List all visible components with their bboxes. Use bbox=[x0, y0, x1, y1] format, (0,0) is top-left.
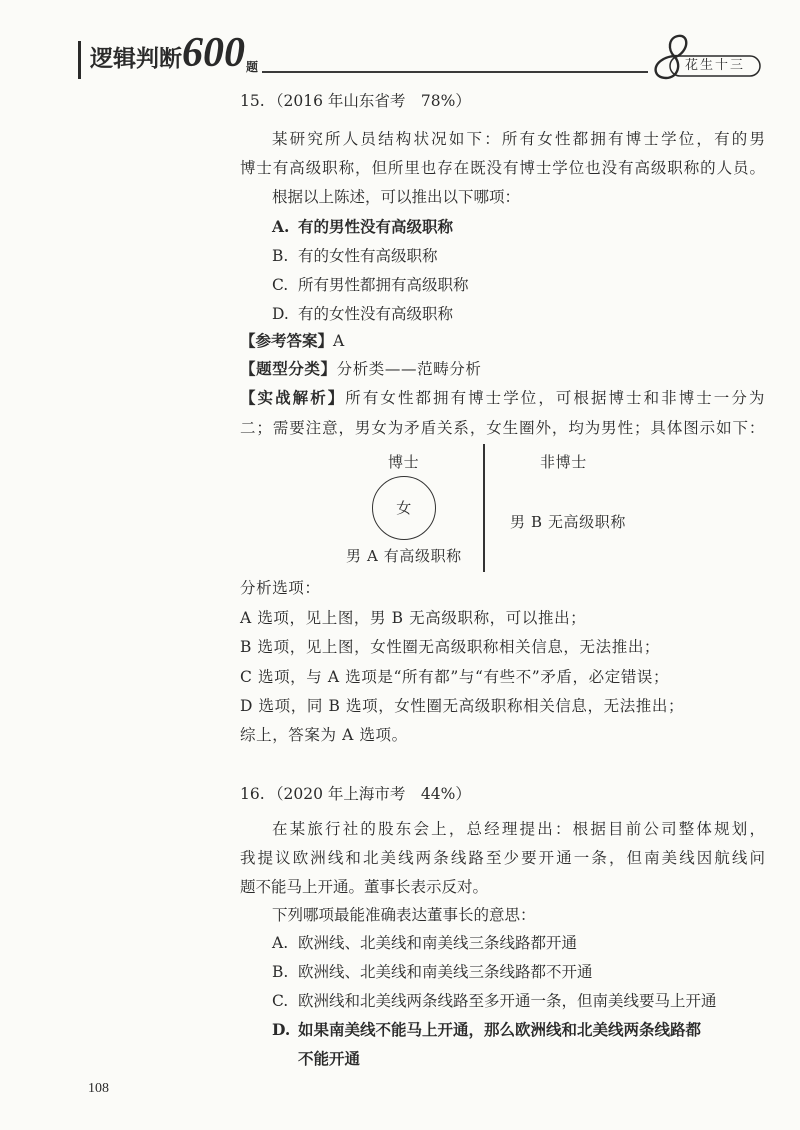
diagram-left-region-label: 博士 bbox=[388, 453, 420, 471]
q15-option-text: 有的女性有高级职称 bbox=[298, 247, 438, 265]
q15-option-text: 所有男性都拥有高级职称 bbox=[298, 276, 469, 294]
answer-value: A bbox=[333, 332, 345, 350]
q15-category-line bbox=[240, 359, 482, 379]
q16-option-text: 欧洲线、北美线和南美线三条线路都开通 bbox=[298, 934, 578, 952]
q15-stem-line: 某研究所人员结构状况如下：所有女性都拥有博士学位，有的男 bbox=[272, 130, 765, 148]
book-unit: 题 bbox=[246, 60, 259, 74]
q15-conclusion: 综上，答案为 A 选项。 bbox=[240, 726, 408, 744]
q16-option-text: 欧洲线、北美线和南美线三条线路都不开通 bbox=[298, 963, 593, 981]
q15-option-letter: B. bbox=[272, 247, 289, 265]
q15-source: （2016 年山东省考 78%） bbox=[268, 92, 471, 110]
q15-stem-line: 博士有高级职称，但所里也存在既没有博士学位也没有高级职称的人员。 bbox=[240, 159, 765, 177]
q15-option-text: 有的男性没有高级职称 bbox=[298, 217, 454, 236]
answer-label: 【参考答案】 bbox=[240, 331, 334, 350]
diagram-circle-label: 女 bbox=[396, 499, 412, 517]
q15-review-line: A 选项，见上图，男 B 无高级职称，可以推出； bbox=[240, 609, 587, 627]
page-number: 108 bbox=[88, 1081, 109, 1096]
category-value: 分析类——范畴分析 bbox=[336, 360, 482, 378]
q15-analysis-line: 二；需要注意，男女为矛盾关系，女生圈外，均为男性；具体图示如下： bbox=[240, 419, 765, 437]
book-title: 逻辑判断 bbox=[90, 46, 182, 72]
diagram-right-note: 男 B 无高级职称 bbox=[510, 513, 626, 531]
diagram-right-region-label: 非博士 bbox=[540, 453, 587, 471]
q16-option-text: 如果南美线不能马上开通，那么欧洲线和北美线两条线路都 bbox=[298, 1020, 702, 1039]
q15-option-letter: D. bbox=[272, 305, 289, 323]
q16-option-letter: D. bbox=[272, 1020, 291, 1039]
q15-number: 15. bbox=[240, 92, 265, 110]
q15-option-letter: C. bbox=[272, 276, 289, 294]
q15-option-letter: A. bbox=[272, 217, 290, 236]
q15-prompt: 根据以上陈述，可以推出以下哪项： bbox=[272, 188, 521, 206]
q15-review-heading: 分析选项： bbox=[240, 579, 321, 597]
category-label: 【题型分类】 bbox=[240, 359, 337, 378]
header-rule bbox=[262, 71, 648, 73]
analysis-text: 所有女性都拥有博士学位，可根据博士和非博士一分为 bbox=[345, 389, 765, 407]
header-left-bar bbox=[78, 41, 81, 79]
q16-source: （2020 年上海市考 44%） bbox=[268, 785, 471, 803]
q16-stem-line: 在某旅行社的股东会上，总经理提出：根据目前公司整体规划， bbox=[272, 820, 765, 838]
diagram-left-note: 男 A 有高级职称 bbox=[346, 547, 462, 565]
q15-review-line: D 选项，同 B 选项，女性圈无高级职称相关信息，无法推出； bbox=[240, 697, 685, 715]
book-count: 600 bbox=[182, 30, 245, 76]
brand-name: 花生十三 bbox=[684, 58, 745, 73]
q15-analysis-line bbox=[240, 388, 765, 408]
q16-option-letter: A. bbox=[272, 934, 289, 952]
analysis-label: 【实战解析】 bbox=[240, 388, 346, 407]
q16-prompt: 下列哪项最能准确表达董事长的意思： bbox=[272, 906, 536, 924]
q16-option-text-continued: 不能开通 bbox=[298, 1049, 361, 1068]
diagram-female-circle bbox=[372, 476, 436, 540]
q15-answer-line bbox=[240, 331, 344, 351]
q16-stem-line: 题不能马上开通。董事长表示反对。 bbox=[240, 878, 489, 896]
diagram-divider bbox=[483, 444, 485, 572]
q16-number: 16. bbox=[240, 785, 265, 803]
q16-option-text: 欧洲线和北美线两条线路至多开通一条，但南美线要马上开通 bbox=[298, 992, 717, 1010]
q16-option-letter: C. bbox=[272, 992, 289, 1010]
q16-option-letter: B. bbox=[272, 963, 289, 981]
q15-review-line: B 选项，见上图，女性圈无高级职称相关信息，无法推出； bbox=[240, 638, 661, 656]
q15-review-line: C 选项，与 A 选项是“所有都”与“有些不”矛盾，必定错误； bbox=[240, 668, 670, 686]
q16-stem-line: 我提议欧洲线和北美线两条线路至少要开通一条，但南美线因航线问 bbox=[240, 849, 765, 867]
q15-option-text: 有的女性没有高级职称 bbox=[298, 305, 454, 323]
